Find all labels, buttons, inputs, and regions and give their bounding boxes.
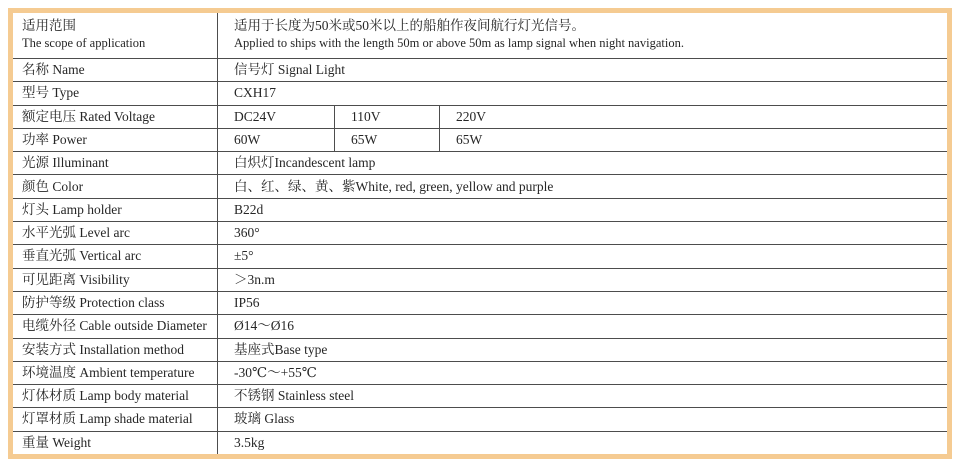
row-values <box>218 245 947 267</box>
row-label <box>13 199 218 221</box>
table-row <box>13 222 947 245</box>
row-value-line: B22d <box>234 201 264 217</box>
row-value <box>218 432 947 454</box>
row-label <box>13 152 218 174</box>
row-value <box>218 362 947 384</box>
row-values <box>218 82 947 104</box>
row-values <box>218 59 947 81</box>
row-value <box>218 269 947 291</box>
row-label <box>13 269 218 291</box>
row-label-line: 可见距离 Visibility <box>22 271 130 287</box>
table-row <box>13 129 947 152</box>
row-value <box>218 59 947 81</box>
row-values <box>218 129 947 151</box>
row-label-line: 灯体材质 Lamp body material <box>22 388 189 404</box>
row-label-line: 安装方式 Installation method <box>22 341 184 357</box>
row-value-line: DC24V <box>234 108 277 124</box>
row-value <box>218 13 947 58</box>
row-values <box>218 106 947 128</box>
row-value-line: 110V <box>351 108 381 124</box>
table-row <box>13 175 947 198</box>
row-value-line: 60W <box>234 131 261 147</box>
row-label-line: 电缆外径 Cable outside Diameter <box>22 318 207 334</box>
row-value <box>218 106 334 128</box>
row-value-line: 基座式Base type <box>234 341 328 357</box>
table-row <box>13 315 947 338</box>
row-values <box>218 175 947 197</box>
row-value <box>218 175 947 197</box>
row-values <box>218 222 947 244</box>
row-values <box>218 269 947 291</box>
row-label-line: 光源 Illuminant <box>22 155 109 171</box>
row-values <box>218 292 947 314</box>
row-label-line: 重量 Weight <box>22 434 92 450</box>
row-value <box>334 129 439 151</box>
table-row <box>13 245 947 268</box>
table-row <box>13 152 947 175</box>
row-values <box>218 385 947 407</box>
row-label-line: 功率 Power <box>22 131 87 147</box>
row-value-line: 信号灯 Signal Light <box>234 62 345 78</box>
row-label-line: 额定电压 Rated Voltage <box>22 108 155 124</box>
row-value-line: 360° <box>234 225 260 241</box>
row-value-line: ＞3n.m <box>234 271 275 287</box>
row-value <box>218 82 947 104</box>
row-values <box>218 408 947 430</box>
table-row <box>13 269 947 292</box>
table-row <box>13 292 947 315</box>
row-value <box>218 385 947 407</box>
row-label-line: 水平光弧 Level arc <box>22 225 130 241</box>
table-row <box>13 106 947 129</box>
table-row <box>13 385 947 408</box>
row-label <box>13 292 218 314</box>
row-label <box>13 13 218 58</box>
table-row <box>13 199 947 222</box>
table-frame <box>8 8 952 459</box>
row-value <box>218 129 334 151</box>
table-row <box>13 82 947 105</box>
row-label <box>13 59 218 81</box>
row-value-line: -30℃～+55℃ <box>234 364 317 380</box>
row-label <box>13 432 218 454</box>
table-row <box>13 59 947 82</box>
row-values <box>218 362 947 384</box>
row-label-line: 环境温度 Ambient temperature <box>22 364 195 380</box>
row-values <box>218 13 947 58</box>
row-value <box>218 315 947 337</box>
row-value-line: 3.5kg <box>234 434 265 450</box>
row-label <box>13 339 218 361</box>
row-label <box>13 129 218 151</box>
row-label-line: 型号 Type <box>22 85 80 101</box>
row-label <box>13 245 218 267</box>
row-label <box>13 408 218 430</box>
row-value <box>218 222 947 244</box>
row-value <box>218 408 947 430</box>
row-values <box>218 199 947 221</box>
table-row <box>13 432 947 454</box>
row-values <box>218 152 947 174</box>
row-value-line: CXH17 <box>234 85 277 101</box>
row-label <box>13 82 218 104</box>
row-label-line: 防护等级 Protection class <box>22 295 165 310</box>
row-value <box>218 292 947 314</box>
row-label-line: 颜色 Color <box>22 178 84 194</box>
table-row <box>13 13 947 59</box>
row-label <box>13 106 218 128</box>
row-label <box>13 385 218 407</box>
row-value-line: ±5° <box>234 248 254 264</box>
row-values <box>218 432 947 454</box>
table-row <box>13 339 947 362</box>
row-value <box>218 245 947 267</box>
row-value <box>439 129 947 151</box>
row-value <box>439 106 947 128</box>
row-value <box>218 199 947 221</box>
row-label <box>13 175 218 197</box>
row-label-line: 灯头 Lamp holder <box>22 201 122 217</box>
table-row <box>13 362 947 385</box>
table-row <box>13 408 947 431</box>
row-values <box>218 339 947 361</box>
row-label-line: 灯罩材质 Lamp shade material <box>22 411 193 427</box>
row-value-line: IP56 <box>234 295 260 310</box>
row-value <box>218 339 947 361</box>
row-value <box>334 106 439 128</box>
row-label-line: 名称 Name <box>22 62 85 78</box>
row-label <box>13 315 218 337</box>
row-label-line: The scope of application <box>22 36 146 51</box>
row-label-line: 垂直光弧 Vertical arc <box>22 248 142 264</box>
row-values <box>218 315 947 337</box>
row-value-line: Ø14～Ø16 <box>234 318 294 334</box>
row-value <box>218 152 947 174</box>
row-label <box>13 222 218 244</box>
row-value-line: 65W <box>456 131 483 147</box>
row-value-line: 白、红、绿、黄、紫White, red, green, yellow and purple <box>234 178 554 194</box>
row-value-line: 白炽灯Incandescent lamp <box>234 155 376 171</box>
row-value-line: 玻璃 Glass <box>234 411 295 427</box>
row-label-line: 适用范围 <box>22 18 76 33</box>
row-label <box>13 362 218 384</box>
row-value-line: 65W <box>351 131 378 147</box>
row-value-line: 适用于长度为50米或50米以上的船舶作夜间航行灯光信号。 <box>234 18 585 33</box>
row-value-line: 不锈钢 Stainless steel <box>234 388 354 404</box>
row-value-line: Applied to ships with the length 50m or above 50m as lamp signal when night navigation. <box>234 36 684 51</box>
row-value-line: 220V <box>456 108 486 124</box>
spec-table <box>13 13 947 454</box>
